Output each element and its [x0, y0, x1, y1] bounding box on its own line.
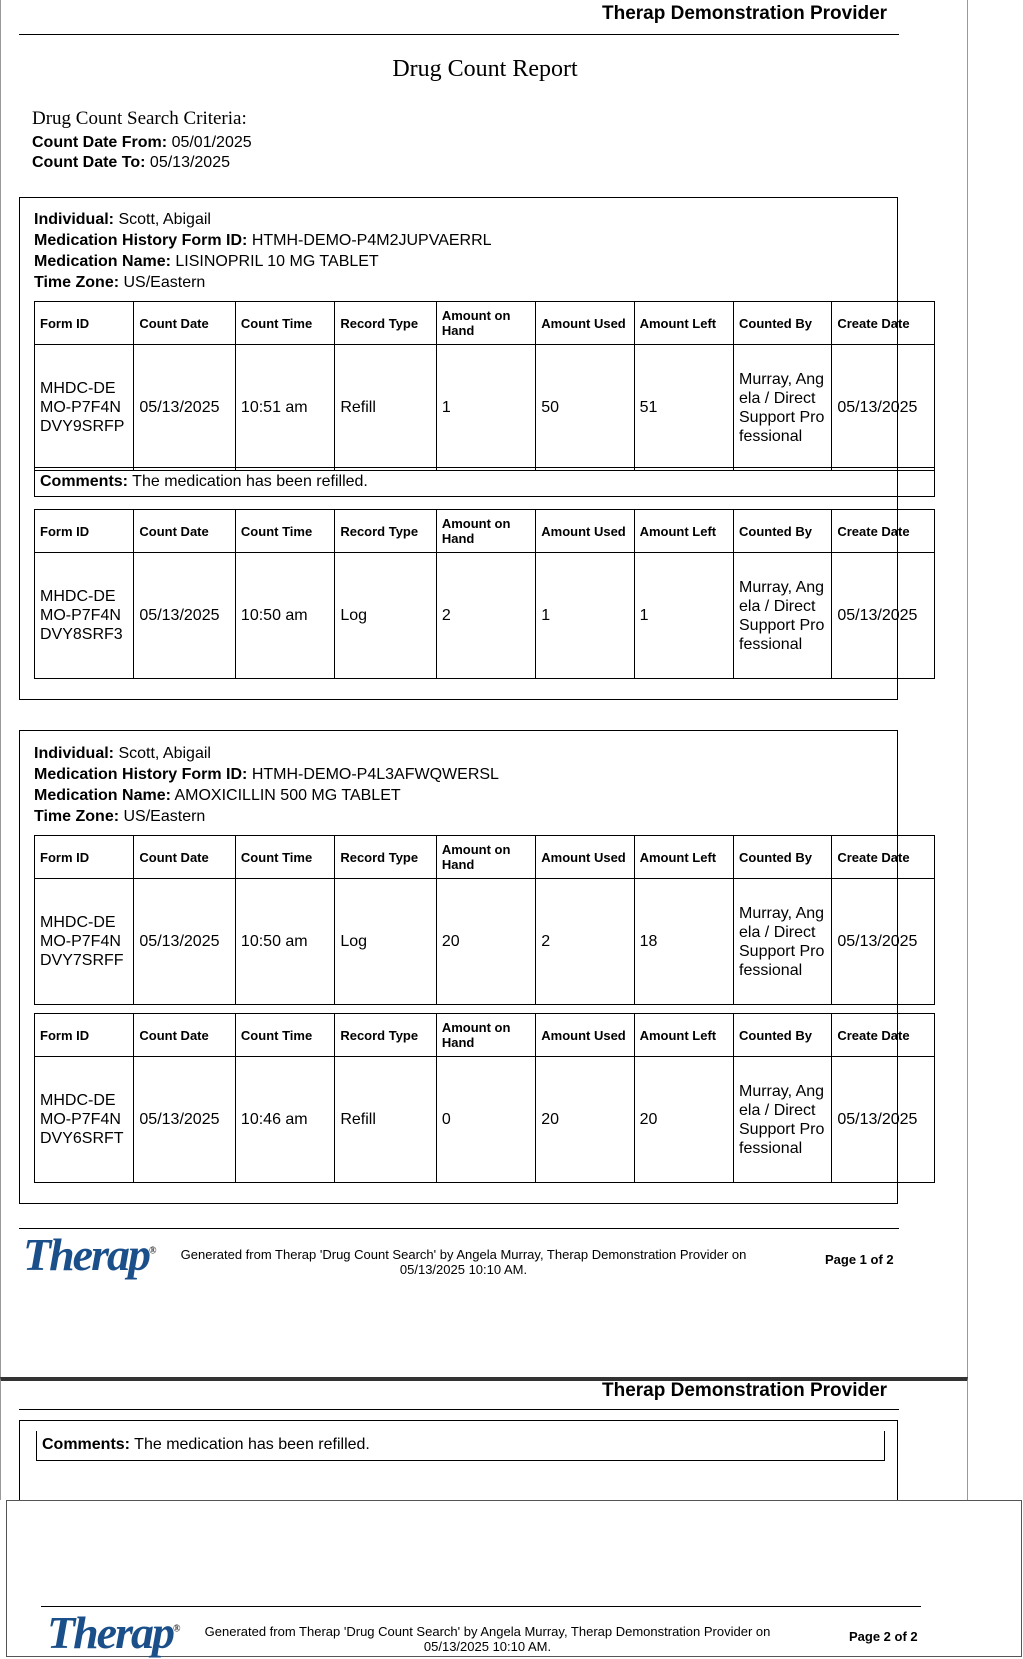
form-id-label: Medication History Form ID:	[34, 232, 248, 249]
table-header-row	[35, 302, 935, 345]
amount-left-cell: 51	[634, 345, 733, 471]
individual-line	[34, 209, 492, 230]
timezone-value: US/Eastern	[123, 808, 206, 825]
medication-section	[19, 197, 918, 700]
comments-value: The medication has been refilled.	[132, 473, 368, 490]
medication-meta	[34, 209, 492, 293]
generated-note	[195, 1624, 780, 1654]
amount-used-cell: 2	[536, 879, 634, 1005]
column-header: Counted By	[734, 302, 832, 345]
count-date-cell: 05/13/2025	[134, 879, 236, 1005]
individual-line	[34, 743, 499, 764]
individual-value: Scott, Abigail	[118, 745, 211, 762]
create-date-cell: 05/13/2025	[832, 553, 935, 679]
column-header: Amount Used	[536, 510, 634, 553]
comments-row	[34, 467, 935, 497]
gen-date: 05/13/2025 10:10 AM.	[399, 1262, 528, 1277]
create-date-cell: 05/13/2025	[832, 879, 935, 1005]
form-id-label: Medication History Form ID:	[34, 766, 248, 783]
column-header: Record Type	[335, 302, 437, 345]
timezone-line	[34, 272, 492, 293]
count-date-from	[32, 134, 252, 152]
count-date-from-label: Count Date From:	[32, 134, 168, 151]
amount-used-cell: 20	[536, 1057, 634, 1183]
medication-section	[19, 730, 918, 1204]
record-type-cell: Refill	[335, 345, 437, 471]
form-id-line	[34, 764, 499, 785]
provider-name: Therap Demonstration Provider	[602, 3, 888, 24]
form-id-cell[interactable]: MHDC-DEMO-P7F4NDVY6SRFT	[35, 1057, 134, 1183]
gen-suffix: , Therap Demonstration Provider on	[539, 1247, 747, 1262]
count-date-cell: 05/13/2025	[134, 345, 236, 471]
count-time-cell: 10:46 am	[235, 1057, 334, 1183]
amount-left-cell: 20	[634, 1057, 733, 1183]
medication-value: AMOXICILLIN 500 MG TABLET	[174, 787, 401, 804]
amount-used-cell: 50	[536, 345, 634, 471]
column-header: Counted By	[734, 836, 832, 879]
column-header: Create Date	[832, 302, 935, 345]
individual-label: Individual:	[34, 211, 114, 228]
gen-prefix: Generated from Therap 'Drug Count Search' by	[204, 1624, 478, 1639]
amount-left-cell: 18	[634, 879, 733, 1005]
medication-label: Medication Name:	[34, 253, 171, 270]
medication-value: LISINOPRIL 10 MG TABLET	[175, 253, 379, 270]
count-date-cell: 05/13/2025	[134, 553, 236, 679]
comments-row	[36, 1431, 885, 1461]
table-row	[35, 345, 935, 471]
column-header: Count Time	[235, 510, 334, 553]
individual-value: Scott, Abigail	[118, 211, 211, 228]
column-header: Amount Left	[634, 302, 733, 345]
column-header: Amount Left	[634, 1014, 733, 1057]
amount-on-hand-cell: 20	[436, 879, 535, 1005]
column-header: Create Date	[832, 1014, 935, 1057]
column-header: Amount Left	[634, 836, 733, 879]
record-type-cell: Log	[335, 553, 437, 679]
timezone-label: Time Zone:	[34, 274, 120, 291]
column-header: Amount on Hand	[436, 302, 535, 345]
comments-label: Comments:	[40, 473, 129, 490]
logo-text: Therap	[23, 1229, 149, 1280]
counted-by-cell: Murray, Angela / Direct Support Professional	[734, 553, 832, 679]
record-type-cell: Refill	[335, 1057, 437, 1183]
column-header: Form ID	[35, 836, 134, 879]
column-header: Count Time	[235, 1014, 334, 1057]
column-header: Record Type	[335, 1014, 437, 1057]
column-header: Amount on Hand	[436, 1014, 535, 1057]
column-header: Amount Used	[536, 836, 634, 879]
column-header: Amount Used	[536, 302, 634, 345]
column-header: Count Time	[235, 302, 334, 345]
logo-mark: ®	[173, 1623, 179, 1635]
page-number: Page 1 of 2	[825, 1252, 894, 1267]
count-date-to-value: 05/13/2025	[149, 154, 230, 171]
timezone-label: Time Zone:	[34, 808, 120, 825]
count-date-cell: 05/13/2025	[134, 1057, 236, 1183]
amount-on-hand-cell: 1	[436, 345, 535, 471]
comments-value: The medication has been refilled.	[134, 1436, 370, 1453]
count-time-cell: 10:51 am	[235, 345, 334, 471]
comments-label: Comments:	[42, 1436, 131, 1453]
logo-mark: ®	[149, 1245, 155, 1257]
amount-on-hand-cell: 2	[436, 553, 535, 679]
column-header: Amount on Hand	[436, 836, 535, 879]
gen-suffix: , Therap Demonstration Provider on	[563, 1624, 771, 1639]
table-row	[35, 553, 935, 679]
gen-date: 05/13/2025 10:10 AM.	[423, 1639, 552, 1654]
form-id-cell[interactable]: MHDC-DEMO-P7F4NDVY8SRF3	[35, 553, 134, 679]
logo-text: Therap	[47, 1607, 173, 1658]
column-header: Count Date	[134, 1014, 236, 1057]
amount-on-hand-cell: 0	[436, 1057, 535, 1183]
count-date-from-value: 05/01/2025	[171, 134, 252, 151]
form-id-cell[interactable]: MHDC-DEMO-P7F4NDVY9SRFP	[35, 345, 134, 471]
counted-by-cell: Murray, Angela / Direct Support Professional	[734, 1057, 832, 1183]
generated-note	[171, 1247, 756, 1277]
medication-label: Medication Name:	[34, 787, 171, 804]
form-id-cell[interactable]: MHDC-DEMO-P7F4NDVY7SRFF	[35, 879, 134, 1005]
table-header-row	[35, 510, 935, 553]
column-header: Form ID	[35, 510, 134, 553]
therap-logo	[47, 1606, 178, 1659]
gen-user: Angela Murray	[456, 1247, 540, 1262]
form-id-value: HTMH-DEMO-P4M2JUPVAERRL	[251, 232, 492, 249]
column-header: Count Date	[134, 836, 236, 879]
criteria-heading: Drug Count Search Criteria:	[32, 108, 247, 129]
table-header-row	[35, 1014, 935, 1057]
report-page-2	[0, 1377, 968, 1500]
form-id-line	[34, 230, 492, 251]
column-header: Record Type	[335, 836, 437, 879]
drug-count-table	[34, 509, 935, 679]
timezone-value: US/Eastern	[123, 274, 206, 291]
column-header: Amount Used	[536, 1014, 634, 1057]
column-header: Create Date	[832, 510, 935, 553]
table-header-row	[35, 836, 935, 879]
column-header: Create Date	[832, 836, 935, 879]
medication-line	[34, 785, 499, 806]
medication-line	[34, 251, 492, 272]
counted-by-cell: Murray, Angela / Direct Support Professional	[734, 879, 832, 1005]
report-page-2-footer	[6, 1500, 1022, 1657]
amount-left-cell: 1	[634, 553, 733, 679]
page-number: Page 2 of 2	[849, 1629, 918, 1644]
counted-by-cell: Murray, Angela / Direct Support Professional	[734, 345, 832, 471]
create-date-cell: 05/13/2025	[832, 345, 935, 471]
therap-logo	[23, 1228, 154, 1281]
table-row	[35, 879, 935, 1005]
column-header: Counted By	[734, 510, 832, 553]
table-row	[35, 1057, 935, 1183]
create-date-cell: 05/13/2025	[832, 1057, 935, 1183]
column-header: Count Time	[235, 836, 334, 879]
column-header: Form ID	[35, 302, 134, 345]
column-header: Amount Left	[634, 510, 733, 553]
drug-count-table	[34, 835, 935, 1005]
timezone-line	[34, 806, 499, 827]
gen-prefix: Generated from Therap 'Drug Count Search' by	[180, 1247, 454, 1262]
provider-name: Therap Demonstration Provider	[602, 1380, 888, 1401]
individual-label: Individual:	[34, 745, 114, 762]
header-rule	[19, 34, 899, 35]
record-type-cell: Log	[335, 879, 437, 1005]
amount-used-cell: 1	[536, 553, 634, 679]
column-header: Record Type	[335, 510, 437, 553]
drug-count-table	[34, 1013, 935, 1183]
column-header: Count Date	[134, 510, 236, 553]
report-title: Drug Count Report	[392, 56, 578, 82]
gen-user: Angela Murray	[480, 1624, 564, 1639]
header-rule	[19, 1409, 899, 1410]
count-time-cell: 10:50 am	[235, 553, 334, 679]
medication-meta	[34, 743, 499, 827]
column-header: Counted By	[734, 1014, 832, 1057]
count-time-cell: 10:50 am	[235, 879, 334, 1005]
column-header: Count Date	[134, 302, 236, 345]
drug-count-table	[34, 301, 935, 471]
column-header: Amount on Hand	[436, 510, 535, 553]
form-id-value: HTMH-DEMO-P4L3AFWQWERSL	[251, 766, 499, 783]
count-date-to	[32, 154, 230, 172]
column-header: Form ID	[35, 1014, 134, 1057]
count-date-to-label: Count Date To:	[32, 154, 146, 171]
